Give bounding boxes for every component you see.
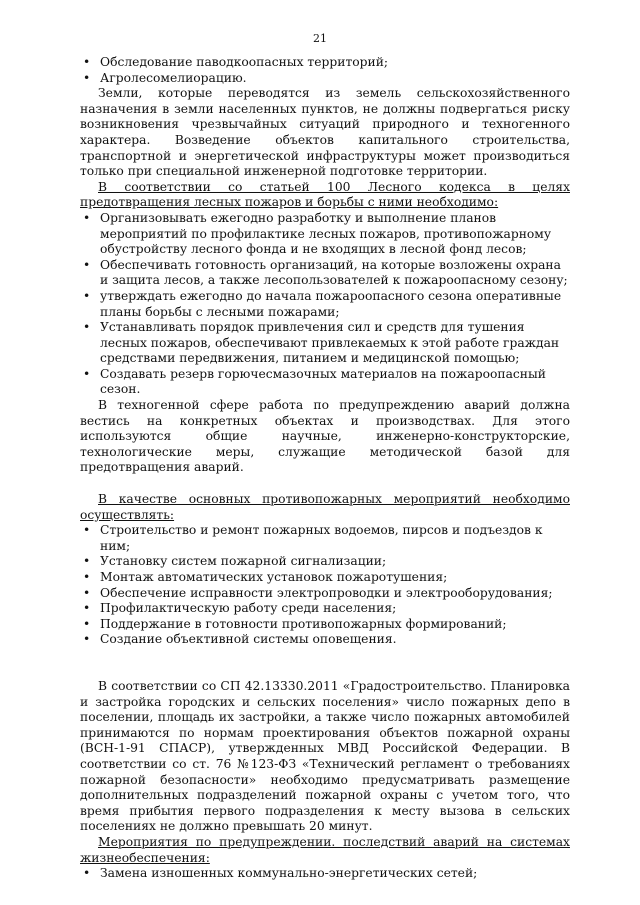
paragraph-fire-stations: В соответствии со СП 42.13330.2011 «Градостроительство. Планировка и застройка городских и сельских поселения» число пожарных депо в поселении, площадь их застройки, а также число пожарных автомобилей принимаются по нормам проектирования объектов пожарной охраны (ВСН-1-91 СПАСР), утвержденных МВД Российской Федерации. В соответствии со ст. 76 №123-ФЗ «Технический регламент о требованиях пожарной безопасности» необходимо предусматривать размещение дополнительных подразделений пожарной охраны с учетом того, что время прибытия первого подразделения к месту вызова в сельских поселениях не должно превышать 20 минут. [80,678,570,834]
list-item: • Поддержание в готовности противопожарных формирований; [80,617,570,633]
bullet-list-fire-measures [80,523,570,648]
heading-life-support: Мероприятия по предупреждении. последствий аварий на системах жизнеобеспечения: [80,834,570,865]
bullet-list-forest-fires [80,211,570,398]
heading-forest-code: В соответствии со статьей 100 Лесного кодекса в целях предотвращения лесных пожаров и борьбы с ними необходимо: [80,179,570,210]
list-item: • Строительство и ремонт пожарных водоемов, пирсов и подъездов к ним; [80,523,570,554]
paragraph-land-use: Земли, которые переводятся из земель сельскохозяйственного назначения в земли населенных пунктов, не должны подвергаться риску возникновения чрезвычайных ситуаций природного и техногенного характера. Возведение объектов капитального строительства, транспортной и энергетической инфраструктуры может производиться только при специальной инженерной подготовке территории. [80,86,570,179]
page-content [80,55,570,882]
spacer [80,648,570,679]
list-item: • Организовывать ежегодно разработку и выполнение планов мероприятий по профилактике лесных пожаров, противопожарному обустройству лесного фонда и не входящих в лесной фонд лесов; [80,211,570,258]
spacer [80,476,570,492]
list-item: • Монтаж автоматических установок пожаротушения; [80,570,570,586]
paragraph-technogenic: В техногенной сфере работа по предупреждению аварий должна вестись на конкретных объектах и производствах. Для этого используются общие научные, инженерно-конструкторские, технологические меры, служащие методической базой для предотвращения аварий. [80,398,570,475]
heading-fire-measures: В качестве основных противопожарных мероприятий необходимо осуществлять: [80,492,570,522]
list-item: • Устанавливать порядок привлечения сил и средств для тушения лесных пожаров, обеспечивают привлекаемых к этой работе граждан средствами передвижения, питанием и медицинской помощью; [80,320,570,367]
bullet-list-territories [80,55,570,86]
list-item: • утверждать ежегодно до начала пожароопасного сезона оперативные планы борьбы с лесными пожарами; [80,289,570,320]
list-item: • Установку систем пожарной сигнализации; [80,554,570,570]
list-item: • Обеспечение исправности электропроводки и электрооборудования; [80,586,570,602]
list-item: • Профилактическую работу среди населения; [80,601,570,617]
list-item: • Обеспечивать готовность организаций, на которые возложены охрана и защита лесов, а также лесопользователей к пожароопасному сезону; [80,258,570,289]
list-item: • Создавать резерв горючесмазочных материалов на пожароопасный сезон. [80,367,570,398]
page-number: 21 [313,32,327,45]
list-item: • Обследование паводкоопасных территорий; [80,55,570,71]
bullet-list-life-support [80,866,570,882]
list-item: • Агролесомелиорацию. [80,71,570,87]
list-item: • Создание объективной системы оповещения. [80,632,570,648]
list-item: • Замена изношенных коммунально-энергетических сетей; [80,866,570,882]
